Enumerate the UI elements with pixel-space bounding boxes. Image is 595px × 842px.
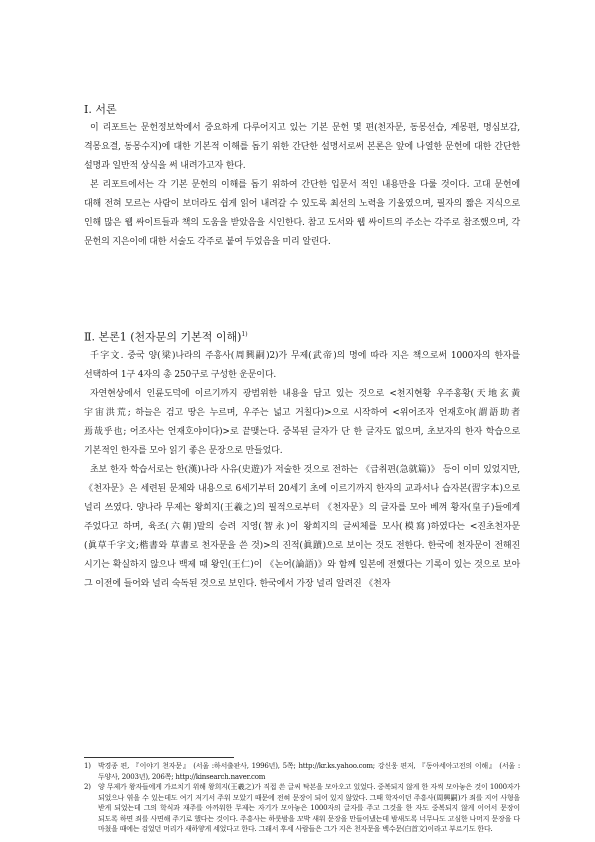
intro-paragraph-2: 본 리포트에서는 각 기본 문헌의 이해를 돕기 위하여 간단한 입문서 적인 내용만을 다룰 것이다. 고대 문헌에 대해 전혀 모르는 사람이 보더라도 쉽게 읽어 내려갈 수 있도록 최선의 노력을 기울였으며, 필자의 짧은 지식으로 인해 많은 웹 싸이트들과 책의 도움을 받았음을 시인한다. 참고 도서와 웹 싸이트의 주소는 각주로 참조했으며, 각 문헌의 지은이에 대한 서술도 각주로 붙여 두었음을 미리 알린다. (84, 180, 520, 247)
footnote-number: 1) (84, 762, 91, 770)
body-section-1 (84, 327, 520, 594)
footnote-text: 양 무제가 왕자들에게 가르치기 위해 왕희지(王羲之)가 직접 쓴 글씨 탁본을 모아오고 있었다. 중복되지 않게 한 자씩 모아놓은 것이 1000자가 되었으나 엮을 수 있는데도 여기 저기서 주워 모았기 때문에 전혀 문장이 되어 있지 않았다. 그때 학자이던 주흥사(周興嗣)가 죄를 지어 사형을 받게 되었는데 그의 학식과 재주를 아까워한 무제는 자기가 모아놓은 1000자의 글자를 주고 그것을 한 자도 중복되지 않게 이어서 문장이 되도록 하면 죄를 사면해 주기로 했다는 것이다. 주흥사는 하룻밤을 꼬박 새워 문장을 만들어냈는데 밤새도록 너무나도 고심한 나머지 문장을 다 마쳤을 때에는 검었던 머리가 새하얗게 세었다고 한다. 그래서 후세 사람들은 그가 지은 천자문을 백수문(白首文)이라고 부르기도 한다. (98, 783, 520, 833)
body-paragraph-3: 초보 한자 학습서로는 한(漢)나라 사유(史遊)가 저술한 것으로 전하는 《급취편(急就篇)》 등이 이미 있었지만, 《천자문》은 세련된 문체와 내용으로 6세기부터 20세기 초에 이르기까지 한자의 교과서나 습자본(習字本)으로 널리 쓰였다. 양나라 무제는 왕희지(王羲之)의 필적으로부터 《천자문》의 글자를 모아 베껴 황자(皇子)들에게 주었다고 하며, 육조(六朝)말의 승려 지영(智永)이 왕희지의 글씨체를 모사(模寫)하였다는 <진초천자문(眞草千字文;楷書와 草書로 천자문을 쓴 것)>의 진적(眞蹟)으로 보이는 것도 전한다. 한국에 천자문이 전해진 시기는 확실하지 않으나 백제 때 왕인(王仁)이 《논어(論語)》와 함께 일본에 전했다는 기록이 있는 것으로 보아 그 이전에 들어와 널리 숙독된 것으로 보인다. 한국에서 가장 널리 알려진 《천자 (84, 464, 520, 589)
body-paragraph-1: 千字文. 중국 양(梁)나라의 주흥사(周興嗣)2)가 무제(武帝)의 명에 따라 지은 책으로써 1000자의 한자를 선택하여 1구 4자의 총 250구로 구성한 운문이다. (84, 350, 520, 380)
introduction-heading: Ⅰ. 서론 (84, 103, 117, 116)
footnote-1 (84, 761, 520, 782)
body-section-1-heading (84, 327, 520, 346)
footnote-2 (84, 782, 520, 835)
introduction-section (84, 102, 520, 252)
footnote-divider (84, 757, 234, 758)
intro-paragraph-1: 이 리포트는 문헌정보학에서 중요하게 다루어지고 있는 기본 문헌 몇 편(천자문, 동몽선습, 계몽편, 명심보감, 격몽요결, 동몽수지)에 대한 기본적 이해를 돕기 위한 간단한 설명서로써 본론은 앞에 나열한 문헌에 대한 간단한 설명과 일반적 상식을 써 내려가고자 한다. (84, 123, 520, 171)
body-heading-text: Ⅱ. 본론1 (천자문의 기본적 이해) (84, 330, 242, 344)
footnote-text: 박경종 편, 『이야기 천자문』 (서울 :하서출판사, 1996년), 5쪽; http://kr.ks.yahoo.com; 강신웅 편저, 『동아세아고전의 이해』 (서울 :두양사, 2003년), 206쪽; http://kinsearch.naver.com (98, 762, 520, 781)
heading-footnote-ref: 1) (241, 331, 248, 338)
footnotes (84, 761, 520, 835)
body-paragraph-2: 자연현상에서 인륜도덕에 이르기까지 광범위한 내용을 담고 있는 것으로 <천지현황 우주홍황(天地玄黃 宇宙洪荒; 하늘은 검고 땅은 누르며, 우주는 넓고 거칠다)>으로 시작하여 <위어조자 언재호야(謂語助者 焉哉乎也; 어조사는 언재호야이다)>로 끝맺는다. 중복된 글자가 단 한 글자도 없으며, 초보자의 한자 학습으로 기본적인 한자를 모아 읽기 좋은 문장으로 만들었다. (84, 388, 520, 456)
footnote-number: 2) (84, 783, 91, 791)
